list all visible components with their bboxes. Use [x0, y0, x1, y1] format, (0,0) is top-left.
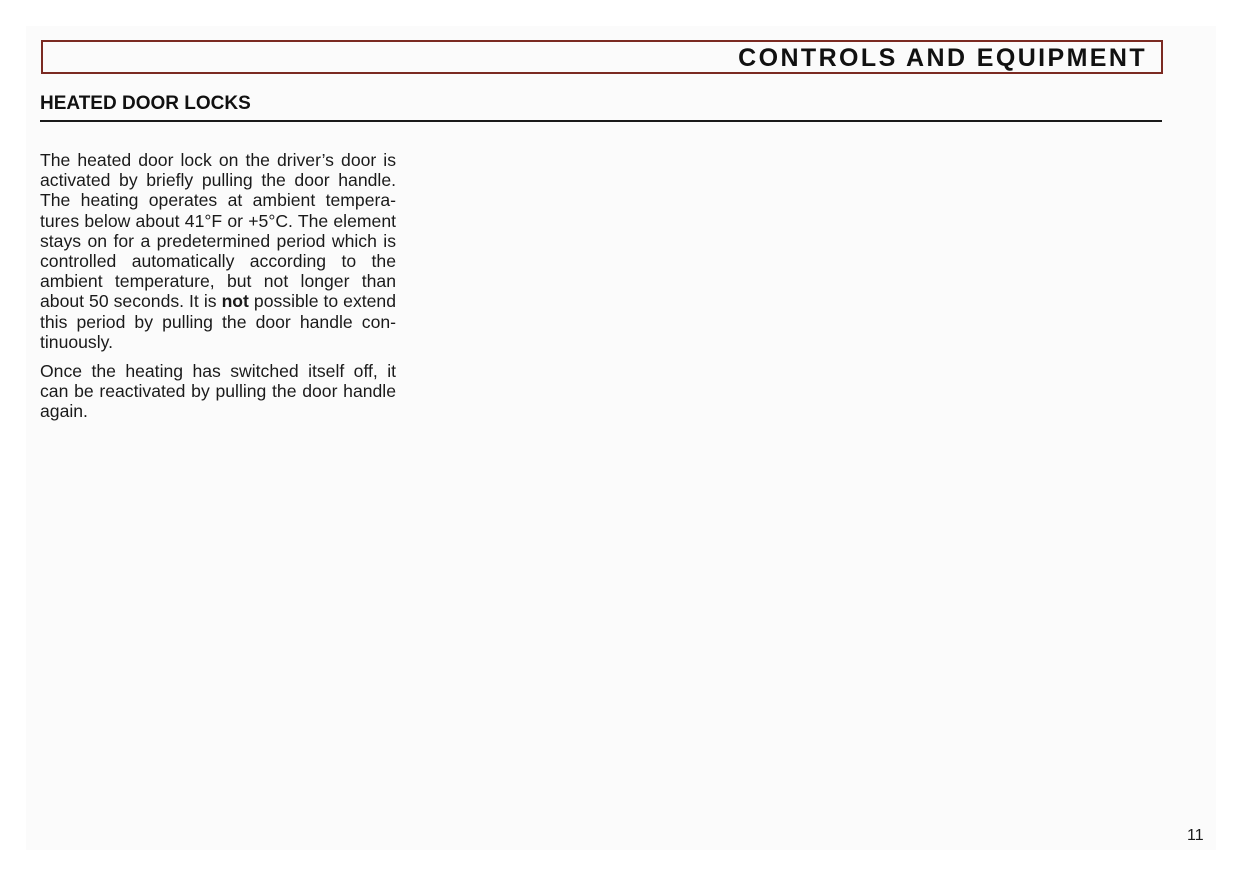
paragraph-1-emphasis: not	[221, 291, 249, 312]
body-text	[40, 150, 396, 431]
header-title: CONTROLS AND EQUIPMENT	[738, 44, 1147, 72]
paragraph-2: Once the heating has switched itself off, it can be reactivated by pulling the door handle again.	[40, 361, 396, 422]
section-header-bar	[41, 40, 1163, 74]
section-title: HEATED DOOR LOCKS	[40, 93, 251, 114]
paragraph-1-text-a: The heated door lock on the driver’s door is activated by briefly pulling the door handle. The heating operates at ambient temperatures below about 41°F or +5°C. The element stays on for a predetermined period which is controlled automatically according to the ambient temperature, but not longer than about 50 seconds. It is	[40, 150, 396, 312]
section-divider	[40, 120, 1162, 122]
paragraph-1	[40, 150, 396, 352]
paragraph-1-text-b: possible to extend this period by pulling the door handle continuously.	[40, 291, 397, 352]
page-number: 11	[1187, 827, 1204, 844]
